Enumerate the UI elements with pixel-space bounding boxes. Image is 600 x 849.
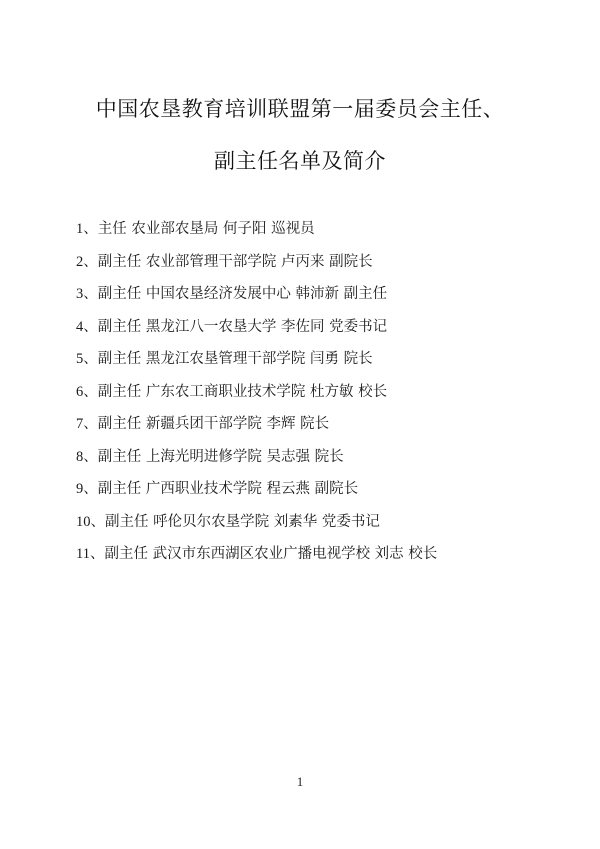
list-item-text: 副主任 上海光明进修学院 吴志强 院长 (97, 448, 344, 465)
list-item (76, 311, 576, 344)
list-item-number: 3、 (76, 286, 98, 302)
list-item-number: 4、 (76, 318, 98, 335)
list-item (76, 441, 576, 474)
document-title-line-2: 副主任名单及简介 (214, 149, 386, 173)
list-item-number: 7、 (76, 416, 98, 432)
list-item-text: 副主任 农业部管理干部学院 卢丙来 副院长 (97, 253, 373, 270)
list-item-text: 副主任 广东农工商职业技术学院 杜方敏 校长 (97, 383, 388, 400)
list-item (76, 538, 576, 571)
list-item (76, 473, 576, 506)
list-item-number: 1、 (76, 221, 98, 237)
list-item-number: 5、 (76, 351, 98, 367)
list-item-number: 11、 (76, 546, 105, 562)
list-item (76, 278, 576, 311)
list-item-number: 10、 (76, 513, 105, 530)
member-list (76, 213, 576, 571)
list-item-number: 9、 (76, 481, 98, 497)
list-item-text: 副主任 武汉市东西湖区农业广播电视学校 刘志 校长 (104, 546, 438, 562)
list-item (76, 506, 576, 539)
list-item-text: 副主任 黑龙江八一农垦大学 李佐同 党委书记 (97, 318, 388, 335)
list-item-number: 8、 (76, 448, 98, 465)
document-title-line-1: 中国农垦教育培训联盟第一届委员会主任、 (95, 97, 505, 121)
list-item-text: 副主任 呼伦贝尔农垦学院 刘素华 党委书记 (105, 513, 380, 530)
list-item (76, 408, 576, 441)
page-number: 1 (296, 774, 304, 789)
list-item-text: 副主任 中国农垦经济发展中心 韩沛新 副主任 (97, 286, 388, 302)
list-item-text: 副主任 广西职业技术学院 程云燕 副院长 (97, 481, 359, 497)
list-item-text: 副主任 新疆兵团干部学院 李辉 院长 (97, 416, 330, 432)
list-item-text: 副主任 黑龙江农垦管理干部学院 闫勇 院长 (97, 351, 373, 367)
list-item-number: 2、 (76, 253, 98, 270)
list-item (76, 213, 576, 246)
list-item-text: 主任 农业部农垦局 何子阳 巡视员 (97, 221, 315, 237)
list-item (76, 376, 576, 409)
list-item (76, 343, 576, 376)
list-item (76, 246, 576, 279)
list-item-number: 6、 (76, 383, 98, 400)
